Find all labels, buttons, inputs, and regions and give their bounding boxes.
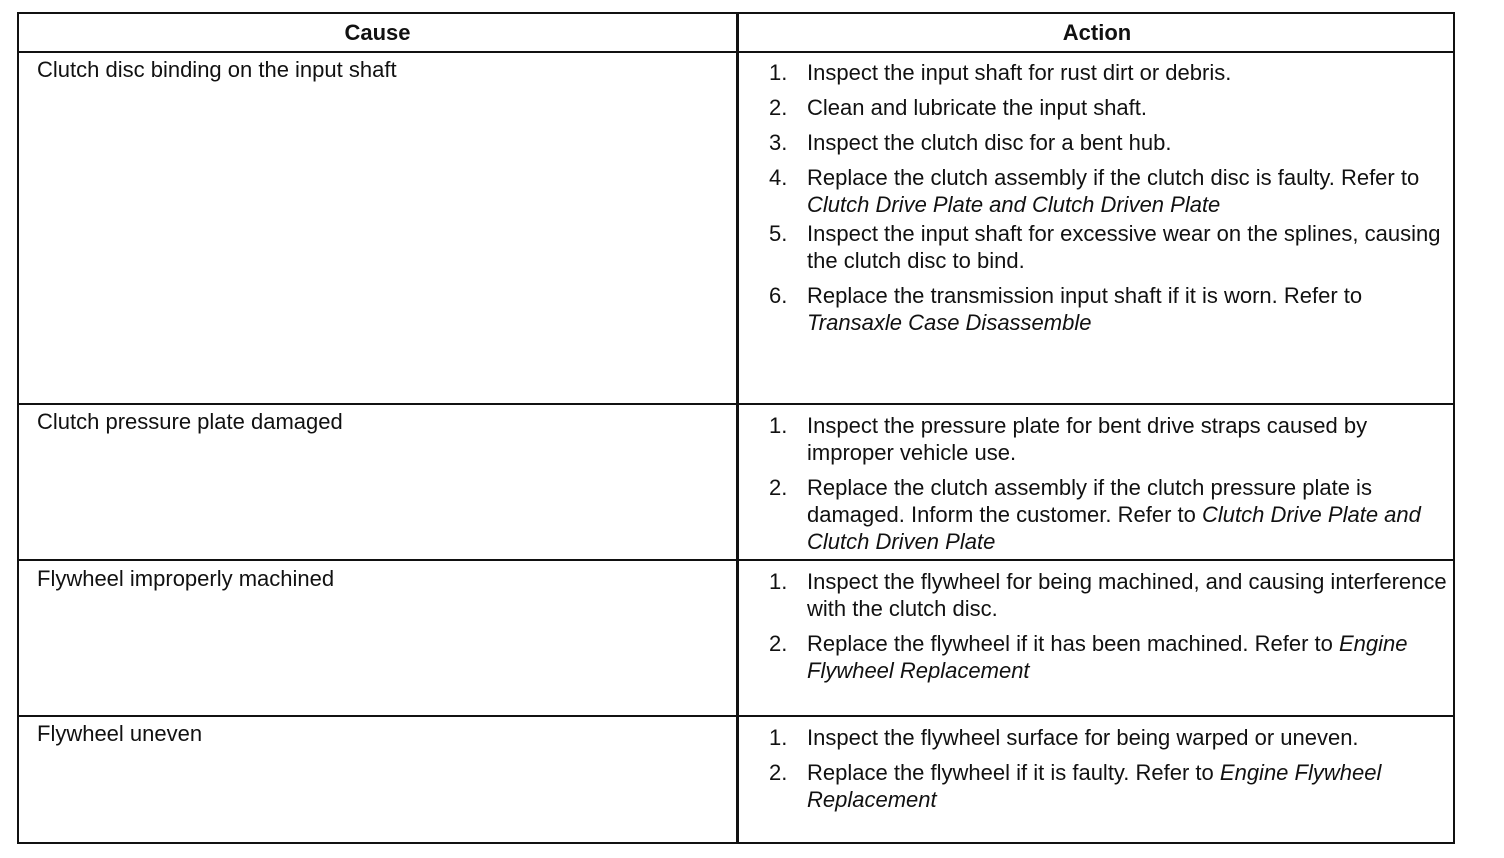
action-number: 2. <box>769 760 788 785</box>
action-text: Inspect the pressure plate for bent drive straps caused by improper vehicle use. <box>807 413 1368 465</box>
row-divider <box>19 715 1453 717</box>
action-item <box>769 568 1459 622</box>
action-item <box>769 412 1459 466</box>
action-list <box>769 568 1459 692</box>
action-text: Inspect the flywheel for being machined, and causing interference with the clutch disc. <box>807 569 1447 621</box>
action-item <box>769 724 1459 751</box>
action-number: 1. <box>769 725 788 750</box>
reference-link[interactable]: Engine Flywheel Replacement <box>807 760 1382 812</box>
action-item <box>769 94 1459 121</box>
action-number: 1. <box>769 413 788 438</box>
row-divider <box>19 403 1453 405</box>
cause-cell: Flywheel uneven <box>37 721 203 746</box>
action-number: 1. <box>769 60 788 85</box>
action-number: 5. <box>769 221 788 246</box>
action-body <box>807 94 1459 121</box>
action-body <box>807 220 1459 274</box>
action-body <box>807 474 1459 555</box>
action-number: 1. <box>769 569 788 594</box>
action-text: Replace the flywheel if it has been machined. Refer to <box>807 631 1333 656</box>
cause-cell: Clutch disc binding on the input shaft <box>37 57 397 82</box>
action-number: 3. <box>769 130 788 155</box>
reference-link[interactable]: Transaxle Case Disassemble <box>807 310 1092 335</box>
action-item <box>769 59 1459 86</box>
action-text: Replace the clutch assembly if the clutch pressure plate is damaged. Inform the customer. Refer to <box>807 475 1372 527</box>
diagnostic-table <box>17 12 1455 844</box>
action-body <box>807 59 1459 86</box>
action-list <box>769 412 1459 563</box>
action-text: Clean and lubricate the input shaft. <box>807 95 1148 120</box>
action-item <box>769 474 1459 555</box>
action-number: 2. <box>769 95 788 120</box>
action-text: Replace the transmission input shaft if it is worn. Refer to <box>807 283 1363 308</box>
action-text: Inspect the input shaft for rust dirt or debris. <box>807 60 1232 85</box>
action-number: 2. <box>769 631 788 656</box>
action-text: Replace the clutch assembly if the clutch disc is faulty. Refer to <box>807 165 1420 190</box>
action-item <box>769 759 1459 813</box>
cause-cell: Clutch pressure plate damaged <box>37 409 343 434</box>
action-number: 6. <box>769 283 788 308</box>
action-item <box>769 220 1459 274</box>
action-list <box>769 724 1459 821</box>
reference-link[interactable]: Engine Flywheel Replacement <box>807 631 1408 683</box>
action-body <box>807 630 1459 684</box>
header-action: Action <box>1062 20 1132 45</box>
action-body <box>807 568 1459 622</box>
action-item <box>769 630 1459 684</box>
action-text: Inspect the input shaft for excessive wear on the splines, causing the clutch disc to bind. <box>807 221 1441 273</box>
action-body <box>807 164 1459 218</box>
action-body <box>807 282 1459 336</box>
action-body <box>807 759 1459 813</box>
reference-link[interactable]: Clutch Drive Plate and Clutch Driven Plate <box>807 192 1221 217</box>
action-body <box>807 412 1459 466</box>
reference-link[interactable]: Clutch Drive Plate and Clutch Driven Plate <box>807 502 1421 554</box>
column-divider <box>736 14 739 842</box>
action-text: Inspect the clutch disc for a bent hub. <box>807 130 1172 155</box>
action-body <box>807 724 1459 751</box>
action-item <box>769 129 1459 156</box>
action-item <box>769 282 1459 336</box>
action-list <box>769 59 1459 344</box>
action-number: 4. <box>769 165 788 190</box>
action-body <box>807 129 1459 156</box>
action-text: Replace the flywheel if it is faulty. Refer to <box>807 760 1214 785</box>
header-divider <box>19 51 1453 53</box>
action-item <box>769 164 1459 218</box>
cause-cell: Flywheel improperly machined <box>37 566 335 591</box>
header-cause: Cause <box>344 20 411 45</box>
action-number: 2. <box>769 475 788 500</box>
action-text: Inspect the flywheel surface for being warped or uneven. <box>807 725 1359 750</box>
